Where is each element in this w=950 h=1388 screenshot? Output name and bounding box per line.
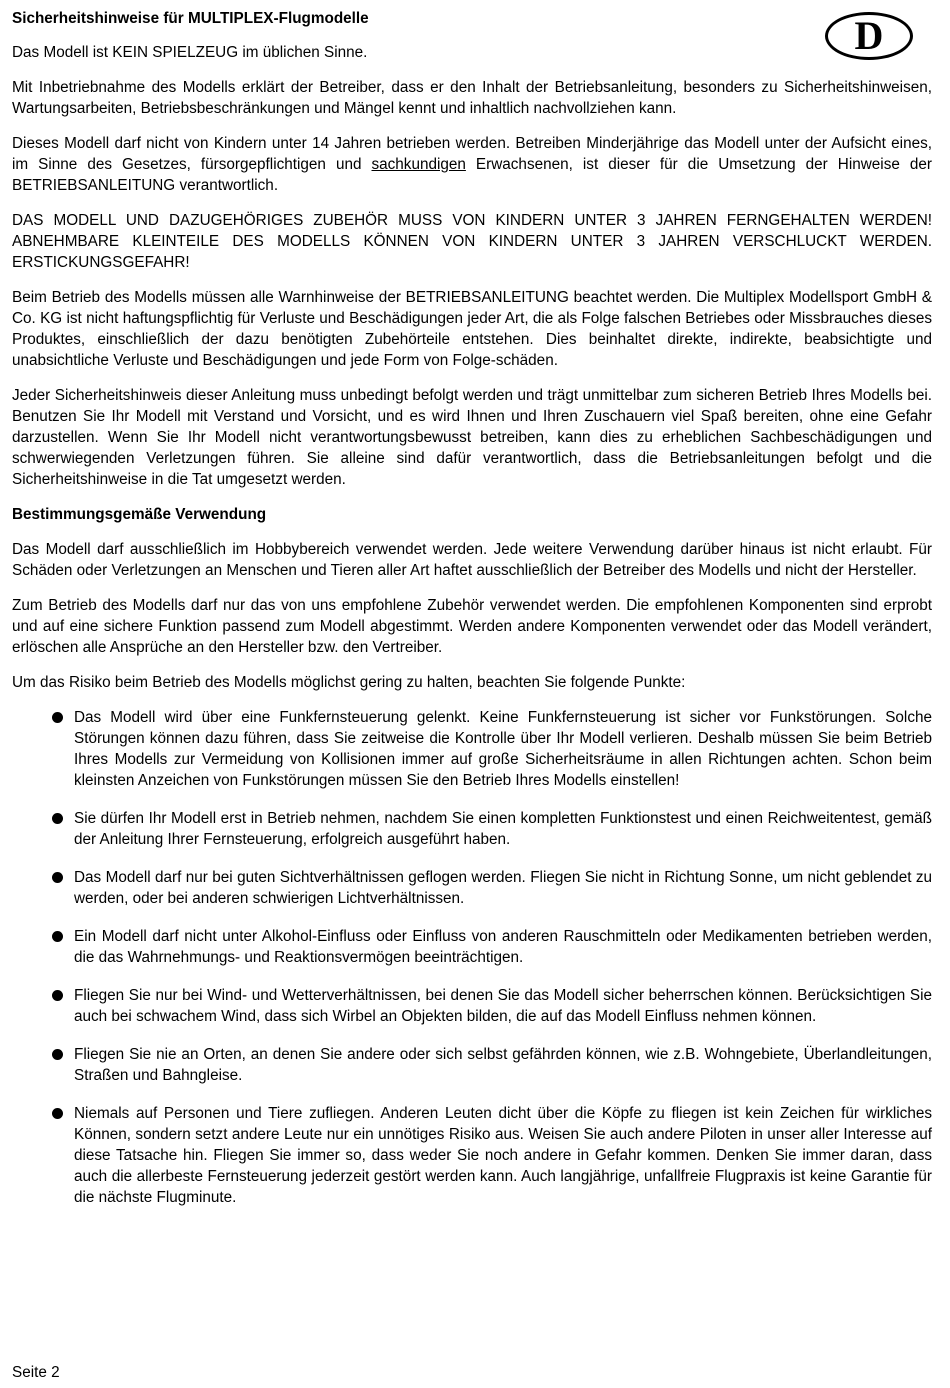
bullet-icon	[52, 1108, 63, 1119]
usage-paragraph-1: Das Modell darf ausschließlich im Hobbybereich verwendet werden. Jede weitere Verwendung darüber hinaus ist nicht erlaubt. Für Schäden oder Verletzungen an Menschen und Tieren aller Art haftet ausschließlich der Betreiber des Modells und nicht der Hersteller.	[12, 541, 932, 579]
list-item	[12, 985, 932, 1027]
bullet-icon	[52, 990, 63, 1001]
list-item-text: Fliegen Sie nie an Orten, an denen Sie andere oder sich selbst gefährden können, wie z.B. Wohngebiete, Überlandleitungen, Straßen und Bahngleise.	[74, 1046, 932, 1084]
underlined-word: sachkundigen	[371, 156, 466, 173]
p3-text-before: Dieses Modell darf nicht von Kindern unter 14 Jahren betrieben werden. Betreiben Minderjährige das Modell unter der Aufsicht eines, im Sinne des Gesetzes, fürsorgepflichtigen und	[12, 135, 932, 173]
intro-paragraph-3	[12, 133, 932, 196]
intro-paragraph-1: Das Modell ist KEIN SPIELZEUG im üblichen Sinne.	[12, 44, 368, 61]
warning-paragraph: DAS MODELL UND DAZUGEHÖRIGES ZUBEHÖR MUSS VON KINDERN UNTER 3 JAHREN FERNGEHALTEN WERDEN! ABNEHMBARE KLEINTEILE DES MODELLS KÖNNEN VON KINDERN UNTER 3 JAHREN VERSCHLUCKT WERDEN. ERSTICKUNGSGEFAHR!	[12, 212, 932, 271]
intro-paragraph-2: Mit Inbetriebnahme des Modells erklärt der Betreiber, dass er den Inhalt der Betriebsanleitung, besonders zu Sicherheitshinweisen, Wartungsarbeiten, Betriebsbeschränkungen und Mängel kennt und inhaltlich nachvollziehen kann.	[12, 79, 932, 117]
page-number: Seite 2	[12, 1364, 60, 1381]
list-item	[12, 1103, 932, 1208]
list-item-text: Niemals auf Personen und Tiere zufliegen. Anderen Leuten dicht über die Köpfe zu fliegen ist kein Zeichen für wirkliches Können, sondern setzt andere Leute nur ein unnötiges Risiko aus. Weisen Sie auch andere Piloten in unser aller Interesse auf diese Tatsache hin. Fliegen Sie immer so, dass weder Sie noch andere in Gefahr kommen. Denken Sie immer daran, dass auch die allerbeste Fernsteuerung jederzeit gestört werden kann. Auch langjährige, unfallfreie Flugpraxis ist keine Garantie für die nächste Flugminute.	[74, 1105, 932, 1206]
list-item-text: Fliegen Sie nur bei Wind- und Wetterverhältnissen, bei denen Sie das Modell sicher beherrschen können. Berücksichtigen Sie auch bei schwachem Wind, dass sich Wirbel an Objekten bilden, die auf das Modell Einfluss nehmen können.	[74, 987, 932, 1025]
country-code-badge: D	[825, 12, 913, 60]
bullet-icon	[52, 872, 63, 883]
list-item-text: Sie dürfen Ihr Modell erst in Betrieb nehmen, nachdem Sie einen kompletten Funktionstest und einen Reichweitentest, gemäß der Anleitung Ihrer Fernsteuerung, erfolgreich ausgeführt haben.	[74, 810, 932, 848]
list-item	[12, 808, 932, 850]
page-title: Sicherheitshinweise für MULTIPLEX-Flugmodelle	[12, 10, 369, 27]
bullet-icon	[52, 931, 63, 942]
list-item	[12, 707, 932, 791]
safety-paragraph: Jeder Sicherheitshinweis dieser Anleitung muss unbedingt befolgt werden und trägt unmittelbar zum sicheren Betrieb Ihres Modells bei. Benutzen Sie Ihr Modell mit Verstand und Vorsicht, und es wird Ihnen und Ihren Zuschauern viel Spaß bereiten, ohne eine Gefahr darzustellen. Wenn Sie Ihr Modell nicht verantwortungsbewusst betreiben, kann dies zu erheblichen Sachbeschädigungen und schwerwiegenden Verletzungen führen. Sie alleine sind dafür verantwortlich, dass die Betriebsanleitungen befolgt und die Sicherheitshinweise in die Tat umgesetzt werden.	[12, 387, 932, 488]
safety-rules-list	[12, 707, 932, 1208]
section-heading: Bestimmungsgemäße Verwendung	[12, 506, 267, 523]
document-page	[12, 8, 932, 1225]
bullet-icon	[52, 1049, 63, 1060]
list-item-text: Das Modell wird über eine Funkfernsteuerung gelenkt. Keine Funkfernsteuerung ist sicher vor Funkstörungen. Solche Störungen können dazu führen, dass Sie zeitweise die Kontrolle über Ihr Modell verlieren. Deshalb müssen Sie beim Betrieb Ihres Modells zur Vermeidung von Kollisionen immer auf große Sicherheitsräume in allen Richtungen achten. Schon beim kleinsten Anzeichen von Funkstörungen müssen Sie den Betrieb Ihres Modells einstellen!	[74, 709, 932, 789]
bullet-icon	[52, 712, 63, 723]
bullet-icon	[52, 813, 63, 824]
list-item	[12, 867, 932, 909]
usage-paragraph-2: Zum Betrieb des Modells darf nur das von uns empfohlene Zubehör verwendet werden. Die empfohlenen Komponenten sind erprobt und auf eine sichere Funktion passend zum Modell abgestimmt. Werden andere Komponenten verwendet oder das Modell verändert, erlöschen alle Ansprüche an den Hersteller bzw. den Vertreiber.	[12, 597, 932, 656]
list-item-text: Das Modell darf nur bei guten Sichtverhältnissen geflogen werden. Fliegen Sie nicht in Richtung Sonne, um nicht geblendet zu werden, oder bei anderen schwierigen Lichtverhältnissen.	[74, 869, 932, 907]
usage-paragraph-3: Um das Risiko beim Betrieb des Modells möglichst gering zu halten, beachten Sie folgende Punkte:	[12, 674, 686, 691]
list-item	[12, 926, 932, 968]
list-item-text: Ein Modell darf nicht unter Alkohol-Einfluss oder Einfluss von anderen Rauschmitteln oder Medikamenten betrieben werden, die das Wahrnehmungs- und Reaktionsvermögen beeinträchtigen.	[74, 928, 932, 966]
list-item	[12, 1044, 932, 1086]
p3-text-after: Erwachsenen, ist dieser für die Umsetzung der Hinweise der BETRIEBSANLEITUNG verantwortlich.	[12, 156, 932, 194]
liability-paragraph: Beim Betrieb des Modells müssen alle Warnhinweise der BETRIEBSANLEITUNG beachtet werden. Die Multiplex Modellsport GmbH & Co. KG ist nicht haftungspflichtig für Verluste und Beschädigungen jeder Art, die als Folge falschen Betriebes oder Missbrauches dieses Produktes, einschließlich der dazu benötigten Zubehörteile entstehen. Dies beinhaltet direkte, indirekte, beabsichtigte und unabsichtliche Verluste und Beschädigungen und jede Form von Folge-schäden.	[12, 289, 932, 369]
